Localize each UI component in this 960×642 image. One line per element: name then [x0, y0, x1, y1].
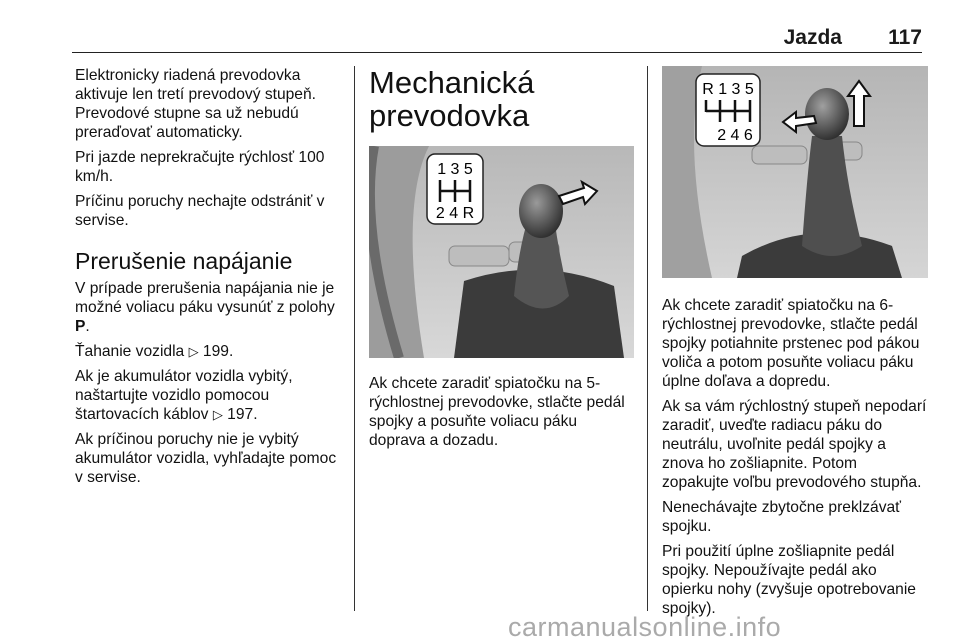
paragraph: Ak sa vám rýchlostný stupeň nepodarí zaradiť, uveďte radiacu páku do neutrálu, uvoľnite pedál spojky a znova ho zošliapnite. Potom zopakujte voľbu prevodového stupňa. — [662, 398, 927, 491]
gear-pattern-bottom-label: 2 4 R — [435, 205, 475, 222]
header-rule — [72, 52, 922, 53]
page-number: 117 — [888, 26, 922, 49]
paragraph: Ak príčinou poruchy nie je vybitý akumulátor vozidla, vyhľadajte pomoc v servise. — [75, 431, 337, 486]
gear-pattern-top-label: R 1 3 5 — [702, 81, 754, 98]
paragraph: Nenechávajte zbytočne preklzávať spojku. — [662, 499, 902, 535]
gear-pattern-top-label: 1 3 5 — [437, 161, 473, 178]
page-header — [0, 0, 960, 52]
gear-position-p: P — [75, 318, 86, 335]
paragraph: Ak je akumulátor vozidla vybitý, naštartujte vozidlo pomocou štartovacích káblov ▷ 197. — [75, 368, 293, 423]
illustration-caption: Ak chcete zaradiť spiatočku na 5-rýchlostnej prevodovke, stlačte pedál spojky a posuňte voliacu páku doprava a dozadu. — [369, 375, 625, 449]
paragraph: Elektronicky riadená prevodovka aktivuje len tretí prevodový stupeň. Prevodové stupne sa už nebudú preraďovať automaticky. — [75, 67, 316, 141]
gear-pattern-bottom-label: 2 4 6 — [717, 127, 753, 144]
page-reference[interactable]: 197. — [227, 406, 258, 423]
paragraph: Pri použití úplne zošliapnite pedál spojky. Nepoužívajte pedál ako opierku nohy (zvyšuje opotrebovanie spojky). — [662, 543, 916, 617]
column-1 — [75, 66, 345, 493]
gearshift-5-speed-illustration — [369, 146, 634, 358]
paragraph: Príčinu poruchy nechajte odstrániť v servise. — [75, 193, 325, 229]
column-3 — [662, 66, 928, 624]
page-reference-icon: ▷ — [212, 407, 223, 422]
section-heading: Prerušenie napájanie — [75, 248, 293, 274]
page-reference[interactable]: 199. — [202, 343, 234, 360]
gearshift-6-speed-illustration — [662, 66, 928, 278]
column-divider-1 — [354, 66, 355, 611]
paragraph: Pri jazde neprekračujte rýchlosť 100 km/h. — [75, 149, 325, 185]
paragraph: V prípade prerušenia napájania nie je možné voliacu páku vysunúť z polohy P. — [75, 280, 335, 335]
paragraph: Ťahanie vozidla ▷ 199. — [75, 343, 234, 360]
column-2 — [369, 66, 634, 456]
column-divider-2 — [647, 66, 648, 611]
watermark: carmanualsonline.info — [508, 612, 782, 642]
page-reference-icon: ▷ — [188, 344, 199, 359]
section-heading: Mechanická prevodovka — [369, 65, 535, 133]
paragraph: Ak chcete zaradiť spiatočku na 6-rýchlostnej prevodovke, stlačte pedál spojky potiahnite prstenec pod pákou voliča a potom posuňte voliacu páku úplne doľava a dopredu. — [662, 297, 920, 390]
section-title: Jazda — [783, 26, 842, 49]
